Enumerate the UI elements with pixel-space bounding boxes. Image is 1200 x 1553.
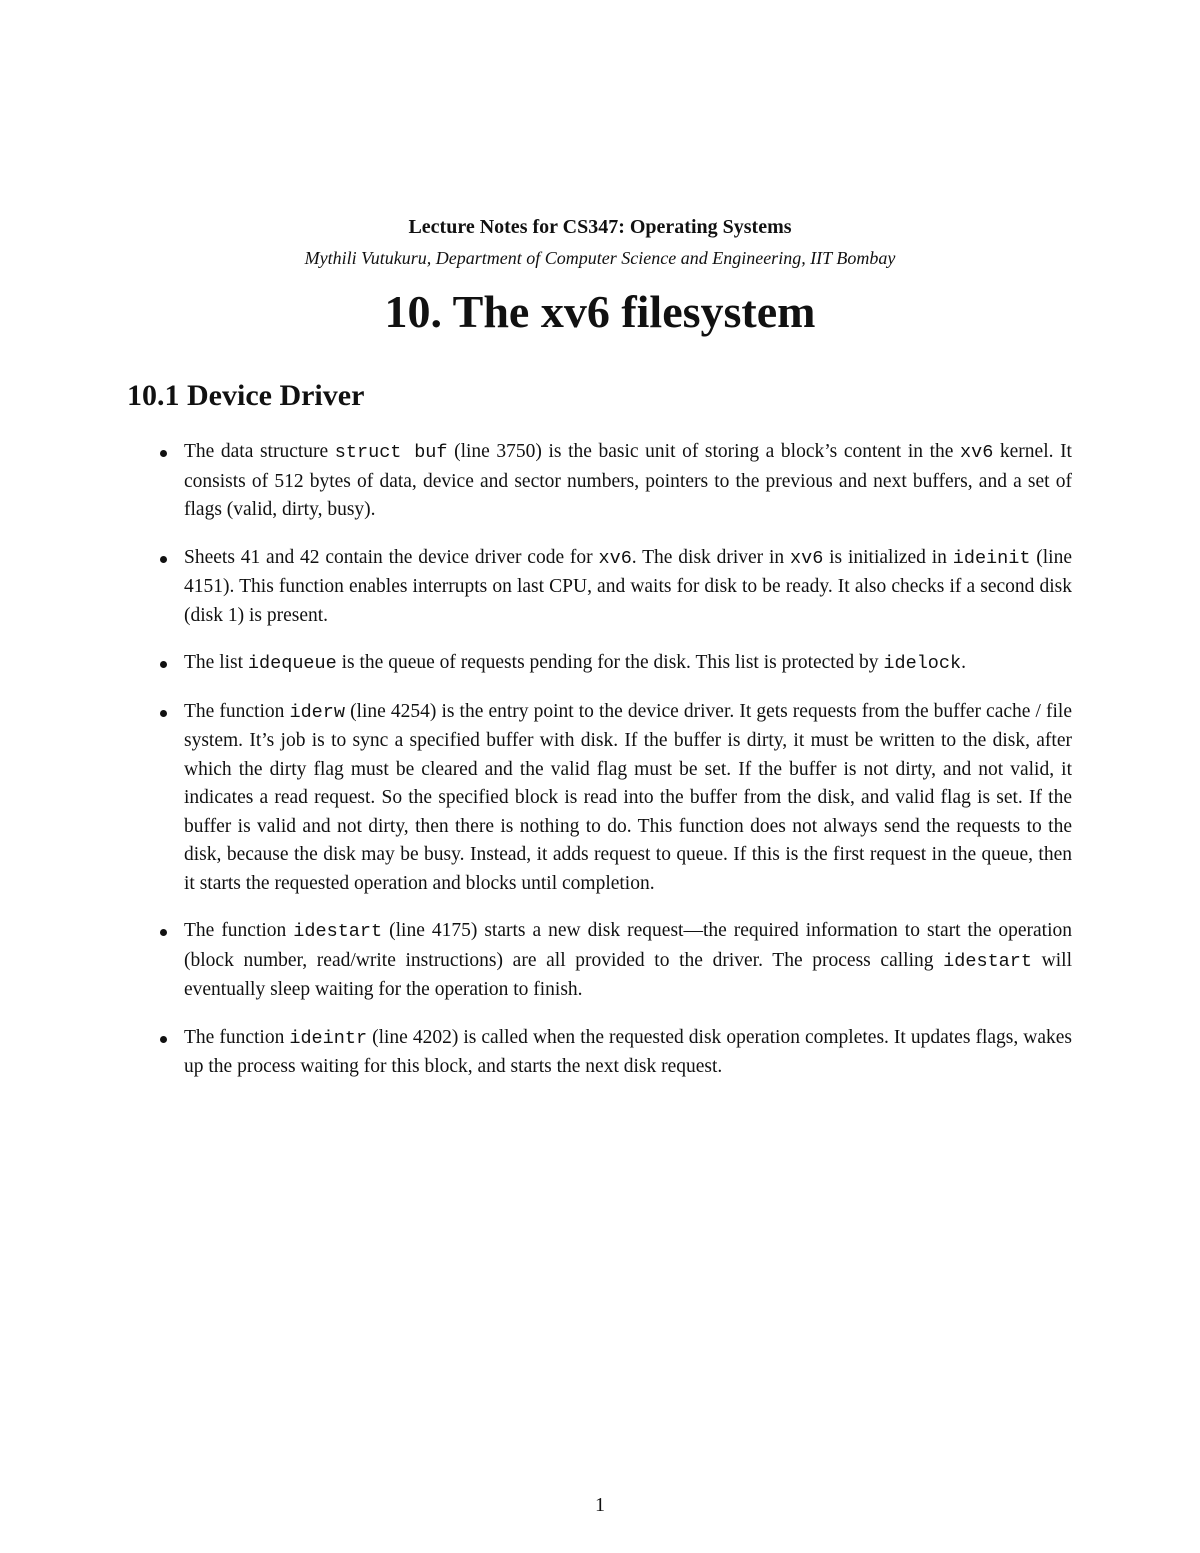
code-iderw: iderw: [289, 701, 345, 723]
bullet-device-driver-sheets: Sheets 41 and 42 contain the device driver code for xv6. The disk driver in xv6 is initialized in ideinit (line 4151). This function enables interrupts on last CPU, and waits for disk to be ready. It also checks if a second disk (disk 1) is present.: [160, 544, 1072, 631]
bullet-dot-icon: [160, 1036, 167, 1043]
code-idequeue: idequeue: [247, 653, 337, 674]
code-idelock: idelock: [883, 653, 962, 674]
bullet-dot-icon: [160, 450, 167, 457]
bullet-idestart: The function idestart (line 4175) starts a new disk request—the required information to start the operation (block number, read/write instructions) are all provided to the driver. The process calling idestart will eventually sleep waiting for the operation to finish.: [160, 917, 1072, 1005]
code-idestart: idestart: [943, 950, 1032, 972]
lecture-notes-title: Lecture Notes for CS347: Operating Systems: [408, 216, 792, 238]
chapter-title: 10. The xv6 filesystem: [384, 286, 816, 337]
bullet-struct-buf: The data structure struct buf (line 3750) is the basic unit of storing a block’s content in the xv6 kernel. It consists of 512 bytes of data, device and sector numbers, pointers to the previous and next buffers, and a set of flags (valid, dirty, busy).: [160, 438, 1072, 525]
bullet-ideintr: The function ideintr (line 4202) is called when the requested disk operation completes. It updates flags, wakes up the process waiting for this block, and starts the next disk request.: [160, 1024, 1072, 1082]
code-xv6: xv6: [598, 547, 632, 569]
code-struct-buf: struct buf: [334, 442, 448, 463]
bullet-dot-icon: [160, 929, 167, 936]
code-ideinit: ideinit: [952, 547, 1031, 569]
code-ideintr: ideintr: [289, 1027, 368, 1049]
bullet-dot-icon: [160, 710, 167, 717]
section-title: 10.1 Device Driver: [127, 379, 365, 412]
bullet-idequeue: The list idequeue is the queue of requests pending for the disk. This list is protected by idelock.: [160, 649, 1072, 679]
code-idestart: idestart: [293, 921, 383, 942]
bullet-dot-icon: [160, 661, 167, 668]
bullet-list: [160, 438, 1072, 1101]
page-number: 1: [595, 1494, 605, 1516]
bullet-iderw: The function iderw (line 4254) is the entry point to the device driver. It gets requests from the buffer cache / file system. It’s job is to sync a specified buffer with disk. If the buffer is dirty, it must be written to the disk, after which the dirty flag must be cleared and the valid flag must be set. If the buffer is not dirty, and not valid, it indicates a read request. So the specified block is read into the buffer from the disk, and valid flag is set. If the buffer is valid and not dirty, then there is nothing to do. This function does not always send the requests to the disk, because the disk may be busy. Instead, it adds request to queue. If this is the first request in the queue, then it starts the requested operation and blocks until completion.: [160, 698, 1072, 899]
code-xv6: xv6: [959, 442, 994, 463]
author-affiliation: Mythili Vutukuru, Department of Computer Science and Engineering, IIT Bombay: [304, 248, 896, 268]
bullet-dot-icon: [160, 556, 167, 563]
code-xv6: xv6: [789, 547, 824, 569]
